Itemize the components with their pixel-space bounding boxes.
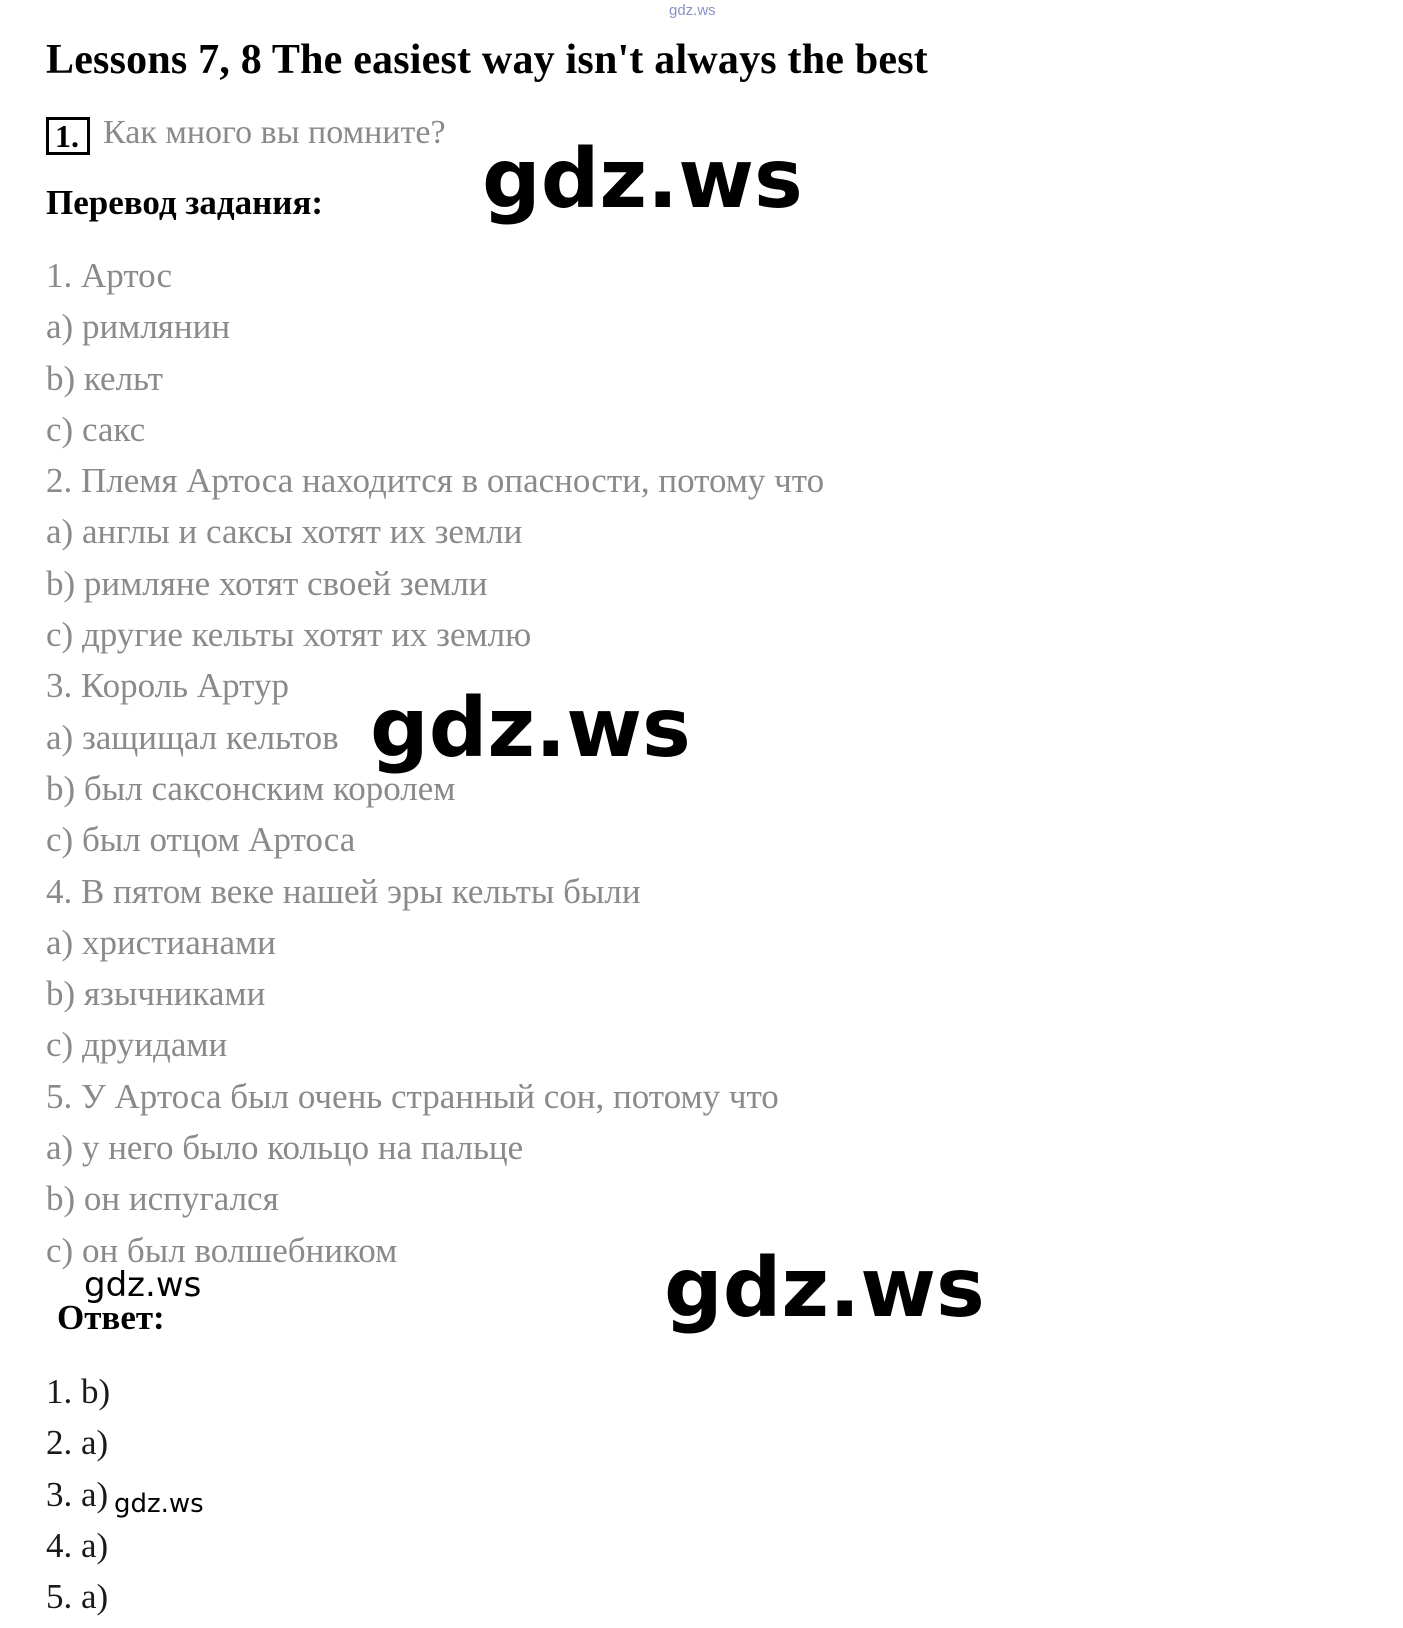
- list-item: b) кельт: [46, 358, 163, 398]
- list-item: c) сакс: [46, 409, 146, 449]
- list-item: 5. a): [46, 1577, 109, 1617]
- list-item: 3. a): [46, 1474, 109, 1514]
- watermark-large: gdz.ws: [482, 132, 803, 227]
- task-title: Как много вы помните?: [103, 114, 446, 151]
- list-item: c) он был волшебником: [46, 1230, 398, 1270]
- list-item: a) римлянин: [46, 307, 231, 347]
- translation-heading: Перевод задания:: [46, 183, 324, 222]
- list-item: a) защищал кельтов: [46, 717, 339, 757]
- list-item: b) он испугался: [46, 1179, 279, 1219]
- list-item: 2. Племя Артоса находится в опасности, потому что: [46, 461, 825, 501]
- watermark-large: gdz.ws: [370, 681, 691, 776]
- list-item: 4. a): [46, 1525, 109, 1565]
- list-item: a) христианами: [46, 922, 276, 962]
- list-item: 3. Король Артур: [46, 666, 289, 706]
- page-title: Lessons 7, 8 The easiest way isn't always the best: [46, 37, 928, 83]
- list-item: 1. b): [46, 1372, 111, 1411]
- list-item: c) был отцом Артоса: [46, 820, 356, 860]
- watermark-small: gdz.ws: [84, 1265, 202, 1305]
- list-item: 2. a): [46, 1423, 109, 1463]
- watermark-small: gdz.ws: [114, 1489, 204, 1519]
- list-item: c) другие кельты хотят их землю: [46, 615, 532, 655]
- list-item: b) был саксонским королем: [46, 768, 456, 808]
- watermark-top: gdz.ws: [669, 2, 716, 19]
- task-number-box: 1.: [46, 117, 90, 155]
- list-item: a) англы и саксы хотят их земли: [46, 512, 523, 552]
- watermark-large: gdz.ws: [664, 1241, 985, 1336]
- list-item: 1. Артос: [46, 256, 173, 295]
- list-item: a) у него было кольцо на пальце: [46, 1128, 524, 1168]
- list-item: b) римляне хотят своей земли: [46, 563, 488, 603]
- list-item: 4. В пятом веке нашей эры кельты были: [46, 871, 641, 911]
- answer-heading: Ответ:: [57, 1298, 165, 1337]
- answer-list: [46, 1366, 110, 1622]
- list-item: 5. У Артоса был очень странный сон, потому что: [46, 1076, 779, 1116]
- list-item: c) друидами: [46, 1025, 228, 1065]
- list-item: b) язычниками: [46, 974, 266, 1014]
